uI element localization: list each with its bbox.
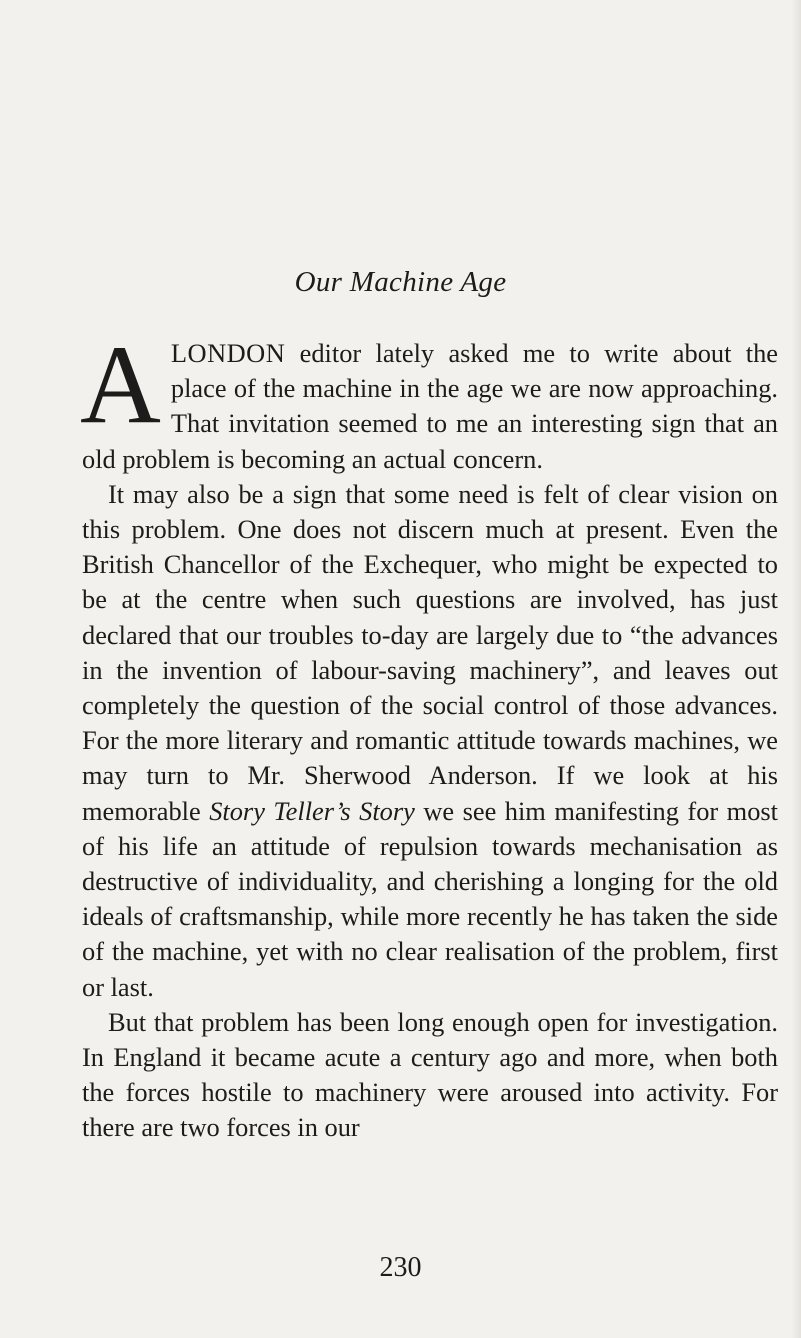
body-text <box>80 323 778 1146</box>
paragraph-2-text-b: we see him manifesting for most of his life an attitude of repulsion towards mechanisation as destructive of individuality, and cherishing a longing for the old ideals of craftsmanship, while more recently he has taken the side of the machine, yet with no clear realisation of the problem, first or last. <box>82 795 778 1002</box>
book-title: Story Teller’s Story <box>209 795 415 826</box>
paragraph-2 <box>82 477 778 1005</box>
page-edge-shadow <box>791 0 801 1338</box>
paragraph-1 <box>80 323 778 477</box>
opening-word: LONDON <box>170 338 286 368</box>
drop-cap: A <box>80 323 161 447</box>
paragraph-2-text-a: It may also be a sign that some need is felt of clear vision on this problem. One does not discern much at present. Even the British Chancellor of the Exchequer, who might be expected to be at the centre when such questions are involved, has just declared that our troubles to-day are largely due to “the advances in the invention of labour-saving machinery”, and leaves out completely the question of the social control of those advances. For the more literary and romantic attitude towards machines, we may turn to Mr. Sherwood Anderson. If we look at his memorable <box>82 478 778 826</box>
paragraph-3: But that problem has been long enough open for investigation. In England it became acute a century ago and more, when both the forces hostile to machinery were aroused into activity. For there are two forces in our <box>82 1006 778 1143</box>
running-head: Our Machine Age <box>294 266 507 298</box>
paragraph-1-text: editor lately asked me to write about the place of the machine in the age we are now approaching. That invitation seemed to me an interesting sign that an old problem is becoming an actual concern. <box>82 338 778 474</box>
page-number: 230 <box>379 1252 422 1283</box>
